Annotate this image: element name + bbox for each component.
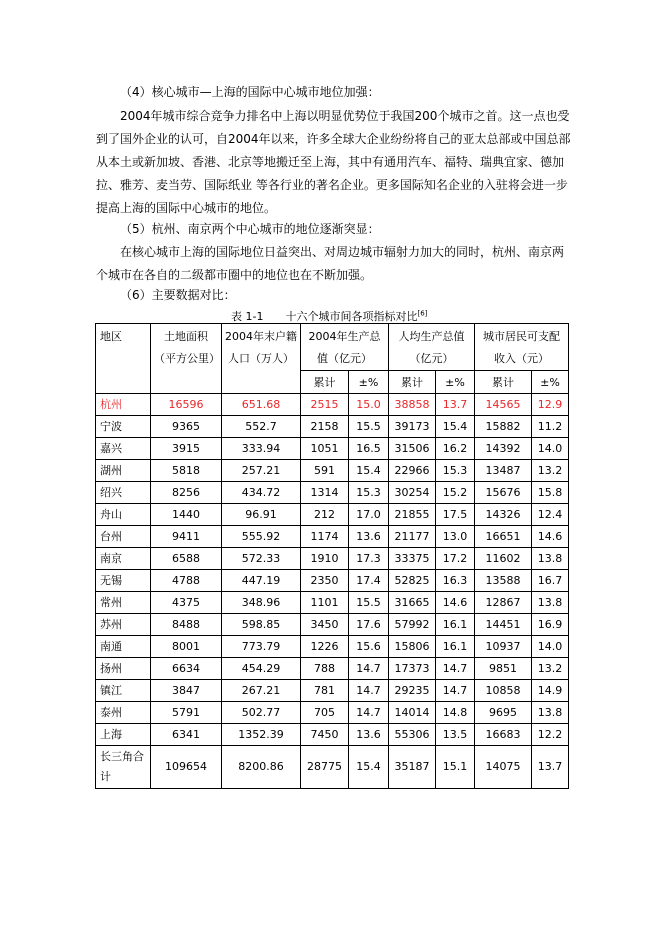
cell-gdppc-change: 15.2 [436, 482, 475, 504]
cell-gdppc-total: 33375 [389, 548, 436, 570]
section-4-line-1: 2004年城市综合竞争力排名中上海以明显优势位于我国200个城市之首。这一点也受 [120, 109, 570, 123]
section-4-line-2: 到了国外企业的认可，自2004年以来，许多全球大企业纷纷将自己的亚太总部或中国总部 [96, 132, 571, 146]
cell-population: 1352.39 [222, 724, 301, 746]
cell-income-change: 14.6 [532, 526, 569, 548]
cell-gdp-change: 17.4 [349, 570, 389, 592]
cell-gdp-total: 28775 [301, 746, 349, 789]
cell-population: 552.7 [222, 416, 301, 438]
header-gdp: 2004年生产总值（亿元） [301, 324, 389, 371]
cell-gdppc-change: 14.7 [436, 658, 475, 680]
cell-area: 8256 [151, 482, 222, 504]
cell-population: 555.92 [222, 526, 301, 548]
cell-area: 9411 [151, 526, 222, 548]
cell-area: 8001 [151, 636, 222, 658]
header-region: 地区 [96, 324, 151, 394]
cell-gdp-change: 15.5 [349, 416, 389, 438]
cell-city: 宁波 [96, 416, 151, 438]
cell-gdppc-change: 16.2 [436, 438, 475, 460]
header-income-total: 累计 [475, 371, 532, 394]
cell-population: 773.79 [222, 636, 301, 658]
cell-gdp-total: 705 [301, 702, 349, 724]
cell-gdppc-change: 14.6 [436, 592, 475, 614]
cell-gdp-total: 2350 [301, 570, 349, 592]
cell-income-change: 16.9 [532, 614, 569, 636]
cell-income-total: 9851 [475, 658, 532, 680]
cell-city: 台州 [96, 526, 151, 548]
header-gdppc-change: ±% [436, 371, 475, 394]
cell-gdppc-change: 15.4 [436, 416, 475, 438]
cell-gdp-change: 15.4 [349, 460, 389, 482]
cell-gdp-change: 14.7 [349, 658, 389, 680]
cell-city: 泰州 [96, 702, 151, 724]
cell-gdppc-total: 31665 [389, 592, 436, 614]
cell-gdppc-total: 39173 [389, 416, 436, 438]
cell-income-total: 10937 [475, 636, 532, 658]
cell-area: 1440 [151, 504, 222, 526]
cell-gdp-total: 1101 [301, 592, 349, 614]
cell-gdppc-total: 29235 [389, 680, 436, 702]
cell-city: 舟山 [96, 504, 151, 526]
cell-gdppc-total: 52825 [389, 570, 436, 592]
cell-gdp-total: 781 [301, 680, 349, 702]
section-6-heading: （6）主要数据对比： [120, 288, 236, 302]
cell-city: 湖州 [96, 460, 151, 482]
cell-gdp-change: 15.0 [349, 394, 389, 416]
cell-city: 绍兴 [96, 482, 151, 504]
cell-city: 苏州 [96, 614, 151, 636]
header-population: 2004年末户籍人口（万人） [222, 324, 301, 394]
cell-city: 无锡 [96, 570, 151, 592]
cell-income-total: 11602 [475, 548, 532, 570]
cell-city: 镇江 [96, 680, 151, 702]
cell-gdp-total: 3450 [301, 614, 349, 636]
section-4-heading: （4）核心城市—上海的国际中心城市地位加强： [120, 85, 380, 99]
cell-population: 572.33 [222, 548, 301, 570]
cell-gdppc-change: 13.5 [436, 724, 475, 746]
cell-gdppc-total: 35187 [389, 746, 436, 789]
cell-gdp-change: 16.5 [349, 438, 389, 460]
cell-gdp-change: 15.5 [349, 592, 389, 614]
cell-gdppc-total: 38858 [389, 394, 436, 416]
cell-income-change: 13.7 [532, 746, 569, 789]
section-5-heading: （5）杭州、南京两个中心城市的地位逐渐突显： [120, 222, 380, 236]
table-row [96, 394, 569, 416]
cell-gdppc-change: 15.3 [436, 460, 475, 482]
cell-income-total: 14451 [475, 614, 532, 636]
cell-population: 267.21 [222, 680, 301, 702]
cell-population: 348.96 [222, 592, 301, 614]
header-area: 土地面积（平方公里） [151, 324, 222, 394]
cell-city: 嘉兴 [96, 438, 151, 460]
cell-income-change: 13.8 [532, 592, 569, 614]
section-5-line-1: 在核心城市上海的国际地位日益突出、对周边城市辐射力加大的同时，杭州、南京两 [120, 245, 565, 259]
cell-gdp-total: 788 [301, 658, 349, 680]
header-gdp-change: ±% [349, 371, 389, 394]
section-4-line-3: 从本土或新加坡、香港、北京等地搬迁至上海，其中有通用汽车、福特、瑞典宜家、德加 [96, 155, 565, 169]
table-row [96, 592, 569, 614]
cell-gdp-total: 2515 [301, 394, 349, 416]
cell-gdp-change: 13.6 [349, 526, 389, 548]
cell-income-change: 15.8 [532, 482, 569, 504]
cell-area: 109654 [151, 746, 222, 789]
table-row [96, 460, 569, 482]
cell-income-total: 13487 [475, 460, 532, 482]
table-row [96, 746, 569, 789]
cell-city: 常州 [96, 592, 151, 614]
cell-city: 南通 [96, 636, 151, 658]
cell-gdp-change: 17.6 [349, 614, 389, 636]
cell-income-change: 13.2 [532, 460, 569, 482]
section-4-line-4: 拉、雅芳、麦当劳、国际纸业 等各行业的著名企业。更多国际知名企业的入驻将会进一步 [96, 178, 568, 192]
table-caption-ref: [6] [417, 309, 428, 318]
table-row [96, 416, 569, 438]
cell-gdppc-change: 14.8 [436, 702, 475, 724]
cell-area: 5791 [151, 702, 222, 724]
cell-gdp-total: 1051 [301, 438, 349, 460]
cell-gdppc-total: 31506 [389, 438, 436, 460]
cell-area: 4375 [151, 592, 222, 614]
cell-gdp-total: 2158 [301, 416, 349, 438]
cell-gdppc-change: 16.1 [436, 636, 475, 658]
cell-city: 杭州 [96, 394, 151, 416]
header-gdp-total: 累计 [301, 371, 349, 394]
header-income-change: ±% [532, 371, 569, 394]
header-gdp-per-capita: 人均生产总值（亿元） [389, 324, 475, 371]
cell-population: 8200.86 [222, 746, 301, 789]
cell-income-total: 13588 [475, 570, 532, 592]
cell-gdppc-total: 21855 [389, 504, 436, 526]
table-row [96, 680, 569, 702]
cell-gdp-change: 15.3 [349, 482, 389, 504]
section-4-line-5: 提高上海的国际中心城市的地位。 [96, 201, 277, 215]
cell-income-total: 14326 [475, 504, 532, 526]
cell-gdp-total: 1226 [301, 636, 349, 658]
cell-area: 6341 [151, 724, 222, 746]
cell-gdppc-total: 55306 [389, 724, 436, 746]
cell-gdppc-total: 21177 [389, 526, 436, 548]
cell-gdppc-change: 16.3 [436, 570, 475, 592]
header-income: 城市居民可支配收入（元） [475, 324, 569, 371]
cell-area: 8488 [151, 614, 222, 636]
cell-gdp-total: 212 [301, 504, 349, 526]
cell-income-total: 10858 [475, 680, 532, 702]
table-row [96, 724, 569, 746]
cell-income-total: 15882 [475, 416, 532, 438]
table-row [96, 438, 569, 460]
cell-gdppc-change: 17.2 [436, 548, 475, 570]
table-row [96, 636, 569, 658]
table-caption-text: 表 1-1 十六个城市间各项指标对比 [231, 310, 418, 323]
cell-city: 南京 [96, 548, 151, 570]
city-indicator-table [95, 323, 569, 789]
cell-income-change: 13.2 [532, 658, 569, 680]
cell-area: 5818 [151, 460, 222, 482]
table-row [96, 526, 569, 548]
cell-gdppc-total: 57992 [389, 614, 436, 636]
cell-income-change: 12.4 [532, 504, 569, 526]
cell-gdppc-change: 14.7 [436, 680, 475, 702]
cell-gdp-total: 1910 [301, 548, 349, 570]
cell-area: 16596 [151, 394, 222, 416]
table-caption [231, 308, 427, 324]
cell-gdppc-total: 15806 [389, 636, 436, 658]
cell-gdppc-change: 13.0 [436, 526, 475, 548]
cell-area: 3915 [151, 438, 222, 460]
cell-population: 502.77 [222, 702, 301, 724]
cell-area: 6588 [151, 548, 222, 570]
cell-income-change: 11.2 [532, 416, 569, 438]
cell-area: 6634 [151, 658, 222, 680]
cell-income-total: 14392 [475, 438, 532, 460]
cell-area: 3847 [151, 680, 222, 702]
table-row [96, 614, 569, 636]
cell-income-change: 14.0 [532, 438, 569, 460]
cell-gdp-total: 591 [301, 460, 349, 482]
cell-gdppc-change: 15.1 [436, 746, 475, 789]
cell-income-change: 12.2 [532, 724, 569, 746]
header-gdppc-total: 累计 [389, 371, 436, 394]
cell-income-total: 15676 [475, 482, 532, 504]
table-row [96, 548, 569, 570]
cell-income-total: 9695 [475, 702, 532, 724]
cell-income-total: 12867 [475, 592, 532, 614]
cell-population: 447.19 [222, 570, 301, 592]
cell-gdp-change: 17.3 [349, 548, 389, 570]
cell-income-total: 14565 [475, 394, 532, 416]
table-row [96, 570, 569, 592]
cell-population: 598.85 [222, 614, 301, 636]
cell-gdp-change: 14.7 [349, 680, 389, 702]
cell-city: 长三角合计 [96, 746, 151, 789]
cell-gdp-change: 14.7 [349, 702, 389, 724]
cell-income-change: 14.0 [532, 636, 569, 658]
cell-income-change: 16.7 [532, 570, 569, 592]
cell-population: 96.91 [222, 504, 301, 526]
cell-income-total: 14075 [475, 746, 532, 789]
section-5-line-2: 个城市在各自的二级都市圈中的地位也在不断加强。 [96, 268, 373, 282]
cell-gdp-change: 15.6 [349, 636, 389, 658]
cell-income-change: 12.9 [532, 394, 569, 416]
table-row [96, 504, 569, 526]
cell-population: 454.29 [222, 658, 301, 680]
cell-area: 4788 [151, 570, 222, 592]
cell-population: 434.72 [222, 482, 301, 504]
table-row [96, 658, 569, 680]
cell-income-change: 13.8 [532, 548, 569, 570]
cell-population: 333.94 [222, 438, 301, 460]
table-row [96, 482, 569, 504]
cell-city: 扬州 [96, 658, 151, 680]
cell-gdp-total: 1314 [301, 482, 349, 504]
cell-gdppc-change: 13.7 [436, 394, 475, 416]
cell-income-total: 16683 [475, 724, 532, 746]
cell-gdp-change: 15.4 [349, 746, 389, 789]
cell-area: 9365 [151, 416, 222, 438]
cell-gdppc-total: 17373 [389, 658, 436, 680]
cell-gdppc-change: 17.5 [436, 504, 475, 526]
cell-city: 上海 [96, 724, 151, 746]
table-row [96, 702, 569, 724]
cell-population: 651.68 [222, 394, 301, 416]
cell-gdppc-total: 14014 [389, 702, 436, 724]
cell-gdp-total: 7450 [301, 724, 349, 746]
cell-population: 257.21 [222, 460, 301, 482]
cell-gdp-change: 17.0 [349, 504, 389, 526]
cell-income-change: 14.9 [532, 680, 569, 702]
cell-gdppc-total: 22966 [389, 460, 436, 482]
cell-gdp-total: 1174 [301, 526, 349, 548]
cell-gdp-change: 13.6 [349, 724, 389, 746]
cell-income-total: 16651 [475, 526, 532, 548]
cell-gdppc-total: 30254 [389, 482, 436, 504]
cell-income-change: 13.8 [532, 702, 569, 724]
cell-gdppc-change: 16.1 [436, 614, 475, 636]
